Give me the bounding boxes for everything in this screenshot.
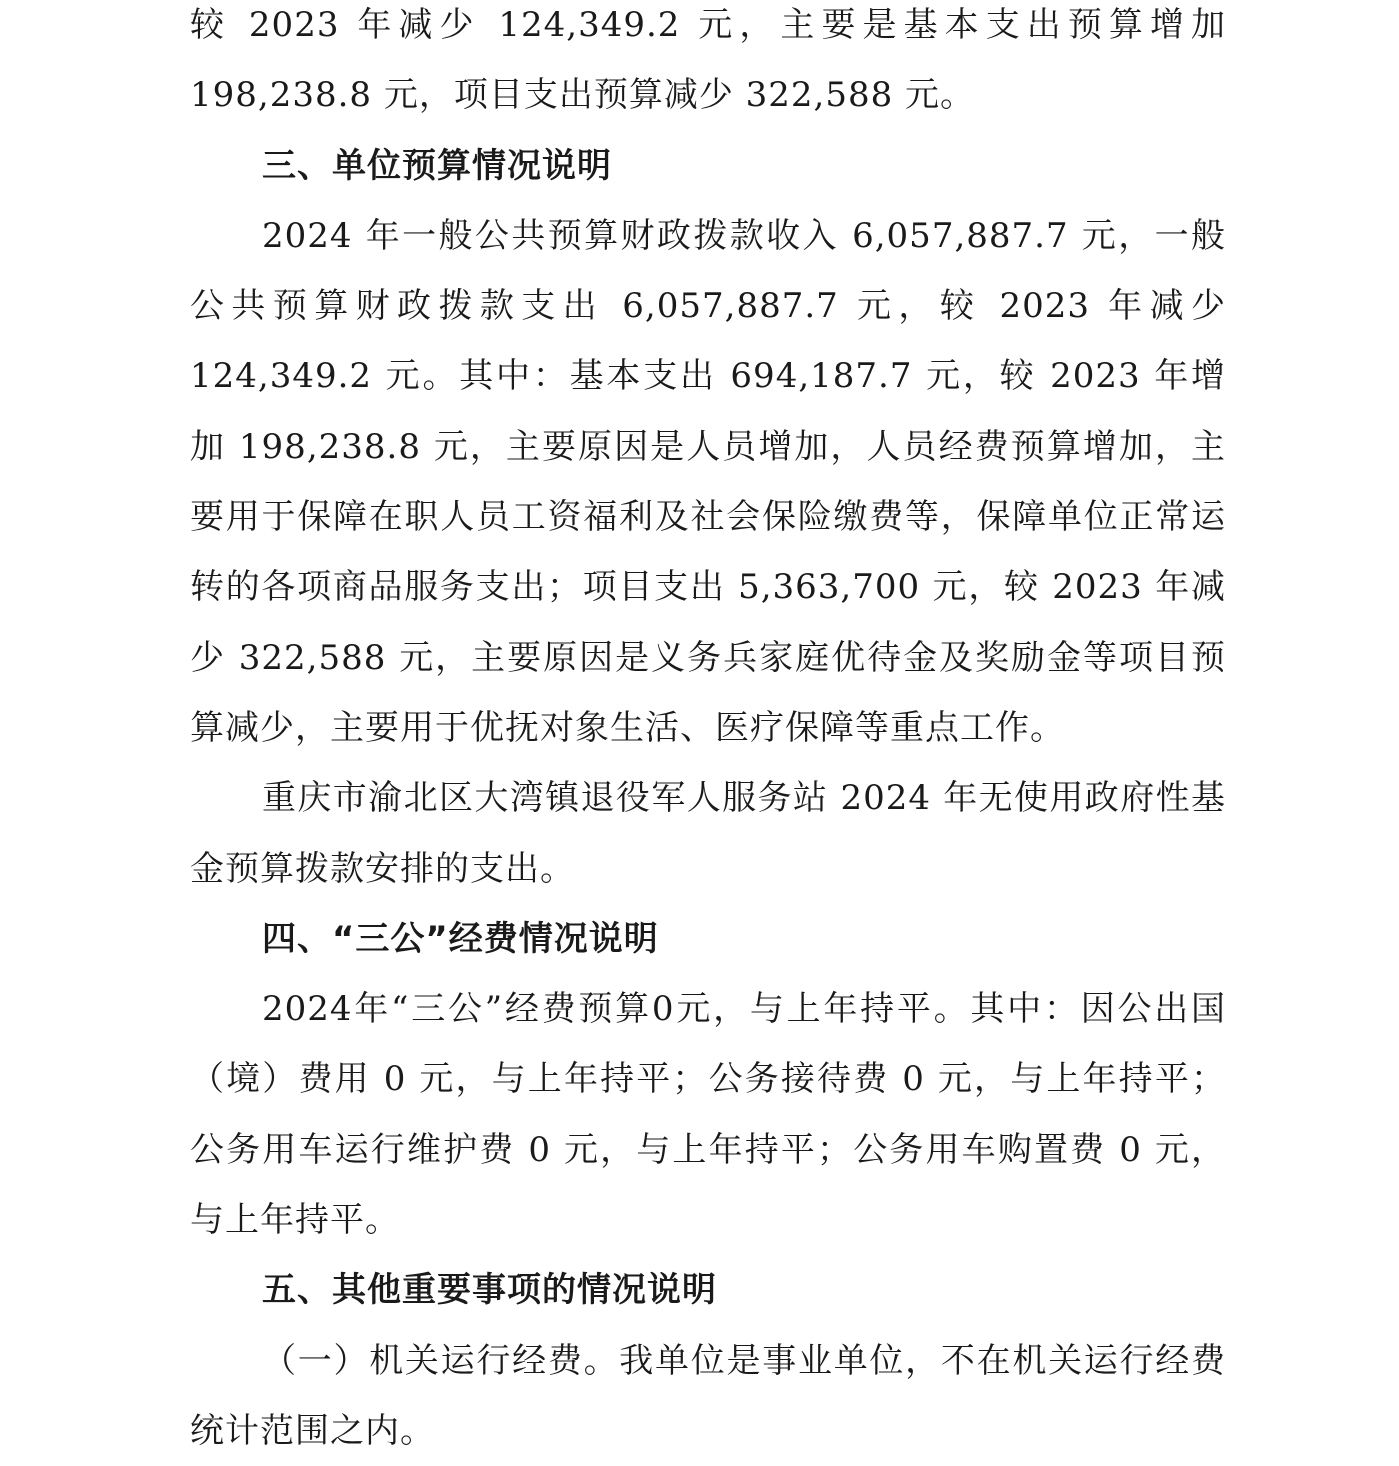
paragraph-continuation: 较 2023 年减少 124,349.2 元，主要是基本支出预算增加 198,238.8 元，项目支出预算减少 322,588 元。 (190, 5, 1226, 116)
document-body (190, 0, 1226, 1466)
section-heading-three-public: 四、“三公”经费情况说明 (262, 918, 659, 959)
section-heading-unit-budget: 三、单位预算情况说明 (262, 145, 612, 186)
paragraph-general-budget: 2024 年一般公共预算财政拨款收入 6,057,887.7 元，一般公共预算财政拨款支出 6,057,887.7 元，较 2023 年减少 124,349.2 元。其中：基本支出 694,187.7 元，较 2023 年增加 198,238.8 元，主要原因是人员增加，人员经费预算增加，主要用于保障在职人员工资福利及社会保险缴费等，保障单位正常运转的各项商品服务支出；项目支出 5,363,700 元，较 2023 年减少 322,588 元，主要原因是义务兵家庭优待金及奖励金等项目预算减少，主要用于优抚对象生活、医疗保障等重点工作。 (190, 215, 1226, 748)
paragraph-government-fund: 重庆市渝北区大湾镇退役军人服务站 2024 年无使用政府性基金预算拨款安排的支出。 (190, 778, 1226, 889)
paragraph-operating-expenses: （一）机关运行经费。我单位是事业单位，不在机关运行经费统计范围之内。 (190, 1340, 1226, 1451)
paragraph-three-public-expenses: 2024年“三公”经费预算0元，与上年持平。其中：因公出国（境）费用 0 元，与上年持平；公务接待费 0 元，与上年持平；公务用车运行维护费 0 元，与上年持平；公务用车购置费 0 元，与上年持平。 (190, 989, 1226, 1241)
section-heading-other-matters: 五、其他重要事项的情况说明 (262, 1270, 717, 1311)
